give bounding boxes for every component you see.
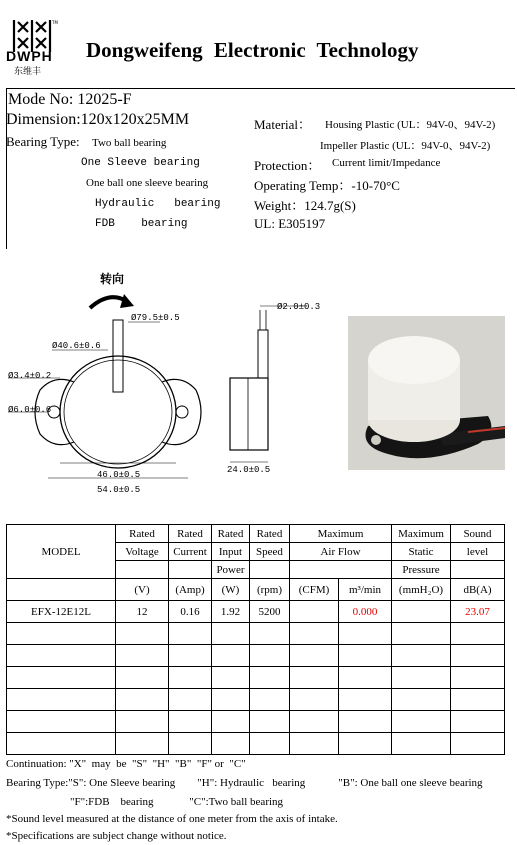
header-cell: Rated [250,525,290,543]
mode-number: Mode No: 12025-F [8,91,132,108]
rotation-label: 转向 [100,272,125,286]
weight: Weight：124.7g(S) [254,198,356,213]
table-row [7,733,505,755]
bearing-option: Hydraulic bearing [95,198,221,210]
data-cell: 12 [116,601,169,623]
header-cell: Current [169,543,212,561]
bearing-type-note-2: "F":FDB bearing "C":Two ball bearing [70,796,284,808]
logo-chinese-text: 东维丰 [14,67,42,77]
bearing-option: One ball one sleeve bearing [86,177,209,189]
header-cell: Rated [212,525,250,543]
table-row [7,689,505,711]
header-cell: level [451,543,505,561]
svg-text:TM: TM [52,20,58,25]
header-cell [250,561,290,579]
header-cell: Voltage [116,543,169,561]
header-cell [290,561,392,579]
dim-label: Ø79.5±0.5 [131,313,180,323]
dim-label: 54.0±0.5 [97,485,141,495]
data-cell: 23.07 [451,601,505,623]
header-cell: Speed [250,543,290,561]
side-view-drawing [220,300,310,480]
unit-cell: (mmH₂O) [392,579,451,601]
unit-cell: dB(A) [451,579,505,601]
header-cell: Maximum [290,525,392,543]
model-cell: EFX-12E12L [7,601,116,623]
table-row [7,623,505,645]
table-row [7,601,505,623]
spec-frame-top [6,88,515,89]
ul-number: UL: E305197 [254,216,326,231]
logo-text: DWPH [6,48,53,64]
header-cell: Power [212,561,250,579]
data-cell: 0.16 [169,601,212,623]
header-cell: Rated [116,525,169,543]
bearing-option: FDB bearing [95,218,188,230]
bearing-option: One Sleeve bearing [81,157,200,169]
header-cell [116,561,169,579]
unit-cell: (V) [116,579,169,601]
table-row [7,667,505,689]
header-cell: Pressure [392,561,451,579]
unit-cell: (W) [212,579,250,601]
header-cell: Maximum [392,525,451,543]
product-photo [348,316,505,470]
unit-cell: (rpm) [250,579,290,601]
unit-cell [7,579,116,601]
data-cell [392,601,451,623]
spec-table [6,524,505,755]
header-cell [451,561,505,579]
material-label: Material： [254,117,312,132]
material-housing: Housing Plastic (UL：94V-0、94V-2) [325,119,496,131]
dim-label: 24.0±0.5 [227,465,271,475]
sound-level-note: *Sound level measured at the distance of one meter from the axis of intake. [6,813,338,825]
table-row [7,711,505,733]
header-cell: Sound [451,525,505,543]
continuation-note: Continuation: "X" may be "S" "H" "B" "F" or "C" [6,758,246,770]
header-cell: Input [212,543,250,561]
dim-label: Ø6.0±0.6 [8,405,52,415]
data-cell: 1.92 [212,601,250,623]
bearing-option: Two ball bearing [92,137,167,149]
dim-label: Ø3.4±0.2 [8,371,52,381]
unit-cell: m³/min [339,579,392,601]
material-impeller: Impeller Plastic (UL：94V-0、94V-2) [320,140,491,152]
operating-temp: Operating Temp：-10-70°C [254,178,400,193]
data-cell: 0.000 [339,601,392,623]
model-header: MODEL [7,525,116,579]
table-row [7,645,505,667]
front-view-drawing [0,280,230,500]
header-cell: Static [392,543,451,561]
dimension: Dimension:120x120x25MM [6,111,190,128]
unit-cell: (CFM) [290,579,339,601]
dim-label: Ø40.6±0.6 [52,341,101,351]
header-cell: Air Flow [290,543,392,561]
dim-label: Ø2.0±0.3 [277,302,321,312]
data-cell: 5200 [250,601,290,623]
bearing-type-label: Bearing Type: [6,134,80,149]
protection-value: Current limit/Impedance [332,157,441,169]
specification-note: *Specifications are subject change without notice. [6,830,227,842]
unit-cell: (Amp) [169,579,212,601]
protection-label: Protection： [254,158,321,173]
data-cell [290,601,339,623]
dim-label: 46.0±0.5 [97,470,141,480]
header-cell [169,561,212,579]
header-cell: Rated [169,525,212,543]
bearing-type-note: Bearing Type:"S": One Sleeve bearing "H": Hydraulic bearing "B": One ball one sleeve bearing [6,777,483,789]
company-name: Dongweifeng Electronic Technology [86,38,419,62]
